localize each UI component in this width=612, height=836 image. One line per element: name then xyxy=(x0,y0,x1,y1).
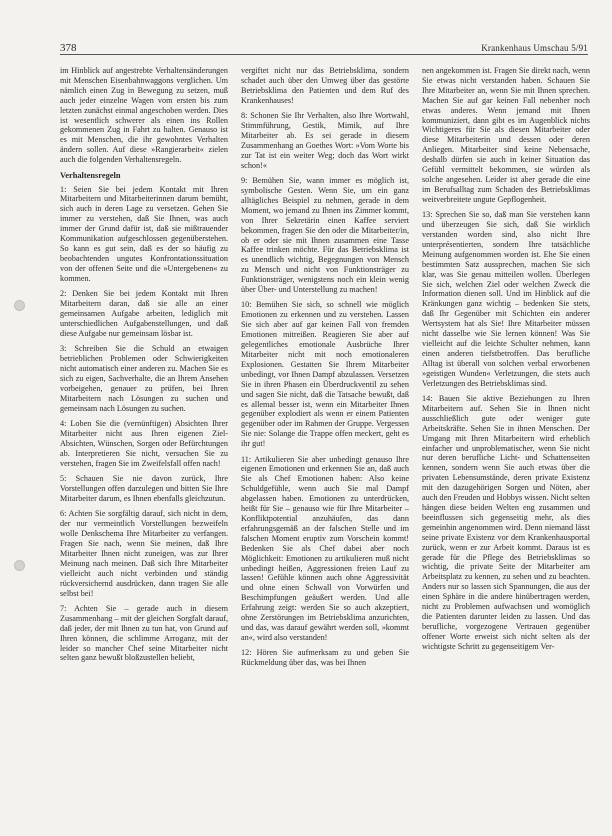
header-divider xyxy=(60,54,588,55)
punch-hole xyxy=(14,560,25,571)
rule-paragraph: 11: Artikulieren Sie aber unbedingt genauso Ihre eigenen Emotionen und erkennen Sie an, daß auch Sie als Chef Emotionen haben: Also keine Schuldgefühle, wenn auch Sie mal Dampf abgelassen haben. Emotionen zu unterdrücken, heißt für Sie – genauso wie für Ihre Mitarbeiter – Konfliktpotential anzuhäufen, das dann erfahrungsgemäß an der falschen Stelle und im falschen Moment eruptiv zum Vorschein kommt! Bedenken Sie als Chef dabei aber noch Möglichkeit: Emotionen zu artikulieren muß nicht unbedingt heißen, Aggressionen freien Lauf zu lassen! Gefühle können auch ohne Aggressivität und ohne einen Schwall von Vorwürfen und Beschimpfungen geäußert werden. Und alle Erfahrung zeigt: werden Sie so auch akzeptiert, ohne Zerstörungen im Betriebsklima anzurichten, und das, was darauf gewährt werden soll, »kommt an«, wird also verstanden! xyxy=(241,454,409,642)
continued-paragraph: vergiftet nicht nur das Betriebsklima, sondern schadet auch über den Umweg über das gestörte Betriebsklima den Patienten und dem Ruf des Krankenhauses! xyxy=(241,66,409,105)
rule-paragraph: 3: Schreiben Sie die Schuld an etwaigen betrieblichen Problemen oder Schwierigkeiten nicht automatisch einer anderen zu. Machen Sie es sich zu eigen, Sachverhalte, die an Ihrem Ansehen vorbeigehen, genauer zu prüfen, bei Ihren Mitarbeitern nach Lösungen zu suchen und gemeinsam nach Lösungen zu suchen. xyxy=(60,344,228,413)
rule-paragraph: 1: Seien Sie bei jedem Kontakt mit Ihren Mitarbeitern und Mitarbeiterinnen darum bemüht, sich auch in deren Lage zu versetzen. Gehen Sie immer zu verstehen, daß Sie Ihnen, was auch immer der Grund dafür ist, daß sie mißtrauender Kommunikation aufgeschlossen gegenüberstehen. So kann es gut sein, daß es der so häufig zu beobachtenden ungutes Konfrontationssituation von der offenen Seite und die »Untergebenen« zu kommen. xyxy=(60,184,228,283)
running-title: Krankenhaus Umschau 5/91 xyxy=(481,43,588,53)
column-2 xyxy=(241,66,409,828)
rule-paragraph: 14: Bauen Sie aktive Beziehungen zu Ihren Mitarbeitern auf. Sehen Sie in Ihnen nicht ausschließlich gute oder weniger gute Arbeitskräfte. Sehen Sie in ihnen Menschen. Der Umgang mit Ihren Mitarbeitern wird erheblich einfacher und unproblematischer, wenn Sie nicht nur deren berufliche Licht- und Schattenseiten kennen, sondern wenn Sie auch etwas über die privaten Lebensumstände, deren private Existenz mit den dazugehörigen Sorgen und Nöten, aber auch den Freuden und Hobbys wissen. Nicht selten hängen diese beiden Welten eng zusammen und beeinflussen sich gegenseitig mehr, als dies gemeinhin angenommen wird. Denn niemand lässt seine private Existenz vor dem Krankenhausportal zurück, wenn er zur Arbeit kommt. Daraus ist es gerade für die Pflege des Betriebsklimas so wichtig, die private Seite der Mitarbeiter am Arbeitsplatz zu kennen, zu sehen und zu beachten. Anders nur so lassen sich Spannungen, die aus der einen Sphäre in die andere hinübertragen werden, nicht zu Problemen aufwachsen und womöglich die Patienten darunter leiden zu lassen. Und das berufliche, vorgezogene Vertrauen gegenüber offener Worte erweist sich nicht selten als der wichtigste Schritt zu gegenseitigem Ver- xyxy=(422,394,590,651)
rule-paragraph: 2: Denken Sie bei jedem Kontakt mit Ihren Mitarbeitern daran, daß sie alle an einer gemeinsamen Aufgabe arbeiten, lediglich mit unterschiedlichen Aufgabenstellungen, und daß diese Aufgabe nur gemeinsam lösbar ist. xyxy=(60,289,228,338)
punch-hole xyxy=(14,300,25,311)
rule-paragraph: 4: Loben Sie die (vernünftigen) Absichten Ihrer Mitarbeiter nicht aus Ihren eigenen Ziel-Absichten, Wünschen, Sorgen oder Befürchtungen ab. Interpretieren Sie nicht, versuchen Sie zu verstehen, fragen Sie im Zweifelsfall offen nach! xyxy=(60,419,228,468)
column-1 xyxy=(60,66,228,828)
rule-paragraph: 13: Sprechen Sie so, daß man Sie verstehen kann und überzeugen Sie sich, daß Sie wirklich verstanden worden sind, also nicht Ihre unterprésentierten, sondern Ihre tatsächliche Meinung aufgenommen worden ist. Ehe Sie einen bestimmten Satz aussprechen, machen Sie sich klar, was Sie genau mitteilen wollen. Überlegen Sie sich, welchen Ziel oder welchen Zweck die Information dienen soll. Und im Hinblick auf die Kränkungen ganz wichtig – bedenken Sie stets, daß Ihr Gegenüber mit Schichten ein anderer Wertsystem hat als Sie! Ihre Mitarbeiter müssen nicht dasselbe wie Sie lernen können! Was Sie vielleicht auf die leichte Schulter nehmen, kann einen anderen tiefstbetroffen. Das berufliche Alltag ist überall von solchen verbal erworbenen »geistigen Wunden« Verletzungen, die stets auch Verletzungen des Betriebsklimas sind. xyxy=(422,210,590,388)
rule-paragraph: 8: Schonen Sie Ihr Verhalten, also Ihre Wortwahl, Stimmführung, Gestik, Mimik, auf Ihre Mitarbeiter ab. Es sei gerade in diesem Zusammenhang an Goethes Wort: »Vom Worte bis zur Tat ist ein weiter Weg; doch das Wort wirkt schon!« xyxy=(241,111,409,170)
intro-paragraph: im Hinblick auf angestrebte Verhaltensänderungen mit Menschen Eisenbahnwaggons verglichen. Um nämlich einen Zug in Bewegung zu setzen, muß auch jeder einzelne Wagen vom ersten bis zum letzten zunächst einmal angeschoben werden. Dies ist wesentlich schwerer als einen ins Rollen gekommenen Zug in Fahrt zu halten. Genauso ist es mit Menschen, die ihr gewohntes Verhalten ändern sollen. Auf diese »Rangierarbeit« zielen auch die folgenden Verhaltensregeln. xyxy=(60,66,228,165)
page-header xyxy=(60,40,588,56)
rule-paragraph: 6: Achten Sie sorgfältig darauf, sich nicht in dem, der nur vermeintlich Vorstellungen bezweifeln wolle Denkschema Ihre Mitarbeiter zu verfangen. Fragen Sie nach, wenn Sie meinen, daß Ihre Mitarbeiter Ihnen nicht zuneigen, was zur Ihrer Meinung nach meinen. Daß sich Ihre Mitarbeiter vielleicht auch nicht verbinden und ständig rückversichernd ausdrücken, dann tragen Sie alle selbst bei! xyxy=(60,509,228,598)
rule-paragraph: 9: Bemühen Sie, wann immer es möglich ist, symbolische Gesten. Wenn Sie, um ein ganz alltägliches Beispiel zu nehmen, gerade in dem Moment, wo jemand zu Ihnen ins Zimmer kommt, von Ihrer Sekretärin einen Kaffee serviert bekommen, fragen Sie den oder die Mitarbeiter/in, ob er oder sie mit Ihnen zusammen eine Tasse Kaffee trinken möchte. Für das Betriebsklima ist es unendlich wichtig, Begegnungen von Mensch zu Mensch und nicht von Funktionsträger zu Funktionsträger, wenigstens noch ein klein wenig über Über- und Unterstellung zu machen! xyxy=(241,176,409,295)
rule-paragraph: 10: Bemühen Sie sich, so schnell wie möglich Emotionen zu erkennen und zu verstehen. Lassen Sie sich aber auf gar keinen Fall von fremden Emotionen mitreißen. Reagieren Sie aber auf gelegentliches emotionale Ausbrüche Ihrer Mitarbeiter nicht mit noch emotionaleren Explosionen. Gestatten Sie Ihrem Mitarbeiter unbedingt, vor Ihnen Dampf abzulassen. Versetzen Sie in ihren Phasen ein Überdruckventil zu sehen und sagen Sie nicht, daß die Tatsache bewußt, daß es allemal besser ist, wenn ein Mitarbeiter Ihnen gegenüber explodiert als wenn er einem Patienten gegenüber oder im Rahmen der Gruppe. Vergessen Sie nie: Solange die Trappe offen meckert, geht es ihr gut! xyxy=(241,300,409,449)
text-columns xyxy=(60,66,590,828)
rule-paragraph: 7: Achten Sie – gerade auch in diesem Zusammenhang – mit der gleichen Sorgfalt darauf, daß jeder, der mit Ihnen zu tun hat, von Grund auf Ihren können, die schlimme Arroganz, mit der leider so mancher Chef seine Mitarbeiter nicht selten ganz bewußt bloßzustellen beliebt, xyxy=(60,603,228,663)
column-3 xyxy=(422,66,590,828)
continued-paragraph: nen angekommen ist. Fragen Sie direkt nach, wenn Sie etwas nicht verstanden haben. Schauen Sie Ihre Mitarbeiter an, wenn Sie mit Ihnen sprechen. Machen Sie auf gar keinen Fall nebenher noch etwas anderes. Wenn jemand mit Ihnen kommuniziert, dann gibt es im Augenblick nichts Wichtigeres für Sie als diesen Mitarbeiter oder diese Mitarbeiterin und dessen oder deren Anliegen. Mitarbeiter sind keine Nebensache, deshalb dürfen sie auch in keiner Situation das Gefühl vermittelt bekommen, sie würden als solche angesehen. Leider ist aber gerade die eine im Berufsalltag zum Schaden des Betriebsklimas weitverbreitete ungute Gepflogenheit. xyxy=(422,66,590,204)
page-number: 378 xyxy=(60,42,77,54)
rule-paragraph: 5: Schauen Sie nie davon zurück, Ihre Vorstellungen offen darzulegen und bitten Sie Ihre Mitarbeiter darum, es Ihnen ebenfalls gleichzutun. xyxy=(60,474,228,503)
section-heading: Verhaltensregeln xyxy=(60,170,121,180)
rule-paragraph: 12: Hören Sie aufmerksam zu und geben Sie Rückmeldung über das, was bei Ihnen xyxy=(241,648,409,668)
